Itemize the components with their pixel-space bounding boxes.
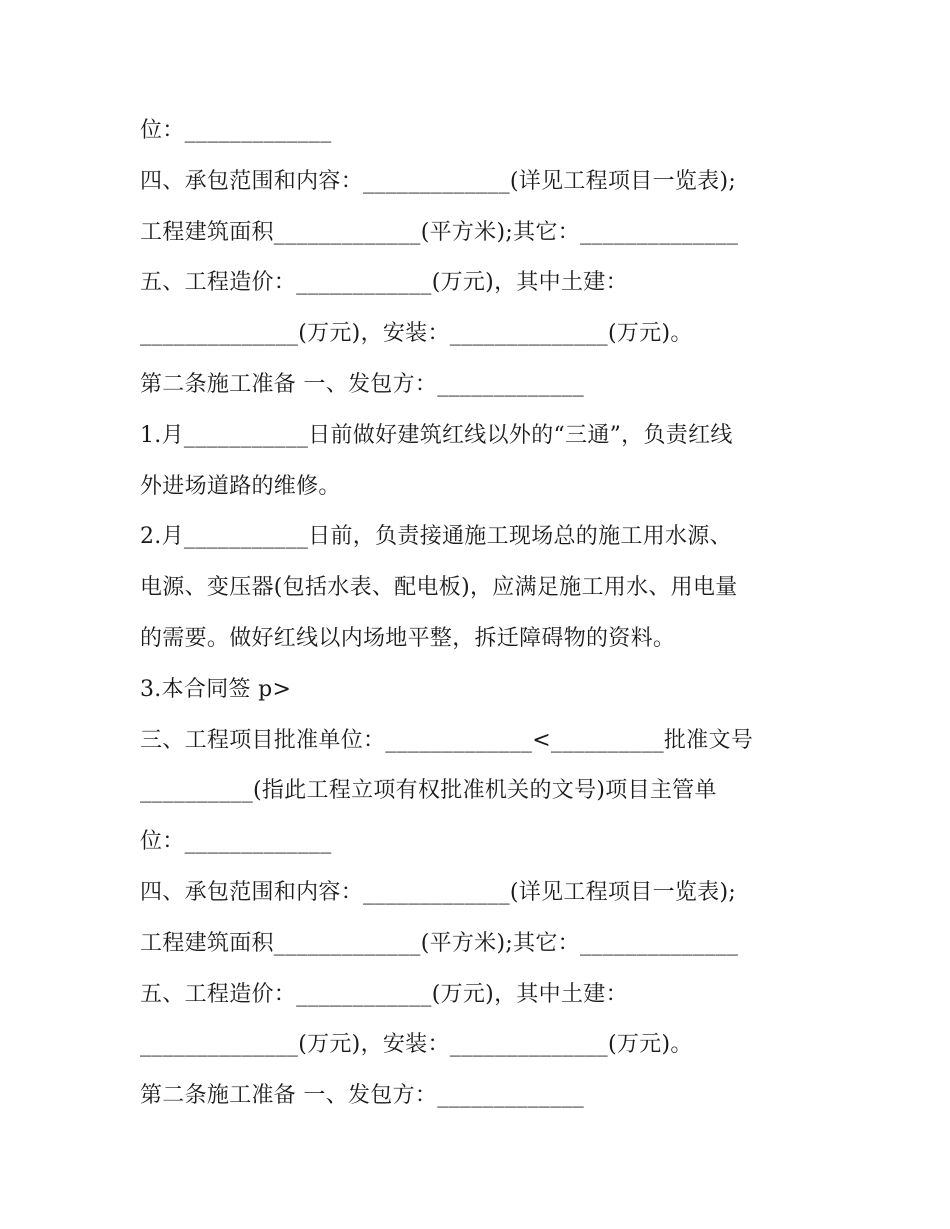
text-line: 第二条施工准备 一、发包方：_____________: [140, 1083, 585, 1109]
text-line: 2.月___________日前，负责接通施工现场总的施工用水源、: [140, 524, 732, 550]
text-line: 位：_____________: [140, 829, 332, 855]
text-line: 位：_____________: [140, 118, 332, 143]
text-line: 三、工程项目批准单位：_____________<__________批准文号: [140, 727, 754, 753]
text-line: 3.本合同签 p>: [140, 676, 292, 702]
text-line: 的需要。做好红线以内场地平整，拆迁障碍物的资料。: [140, 625, 676, 651]
text-line: 五、工程造价：____________(万元)，其中土建：: [140, 270, 628, 296]
text-line: ______________(万元)，安装：______________(万元)。: [140, 321, 693, 347]
text-line: __________(指此工程立项有权批准机关的文号)项目主管单: [140, 778, 717, 804]
text-line: 四、承包范围和内容：_____________(详见工程项目一览表);: [140, 879, 737, 905]
text-line: 四、承包范围和内容：_____________(详见工程项目一览表);: [140, 168, 737, 194]
text-line: 1.月___________日前做好建筑红线以外的“三通”，负责红线: [140, 422, 733, 448]
text-line: 第二条施工准备 一、发包方：_____________: [140, 371, 585, 397]
text-line: 工程建筑面积_____________(平方米);其它：______________: [140, 930, 739, 956]
text-line: 五、工程造价：____________(万元)，其中土建：: [140, 981, 628, 1007]
text-line: 电源、变压器(包括水表、配电板)，应满足施工用水、用电量: [140, 575, 738, 601]
text-line: 工程建筑面积_____________(平方米);其它：______________: [140, 219, 739, 245]
text-line: ______________(万元)，安装：______________(万元)。: [140, 1032, 693, 1058]
document-body: [140, 106, 820, 1122]
text-line: 外进场道路的维修。: [140, 473, 341, 499]
